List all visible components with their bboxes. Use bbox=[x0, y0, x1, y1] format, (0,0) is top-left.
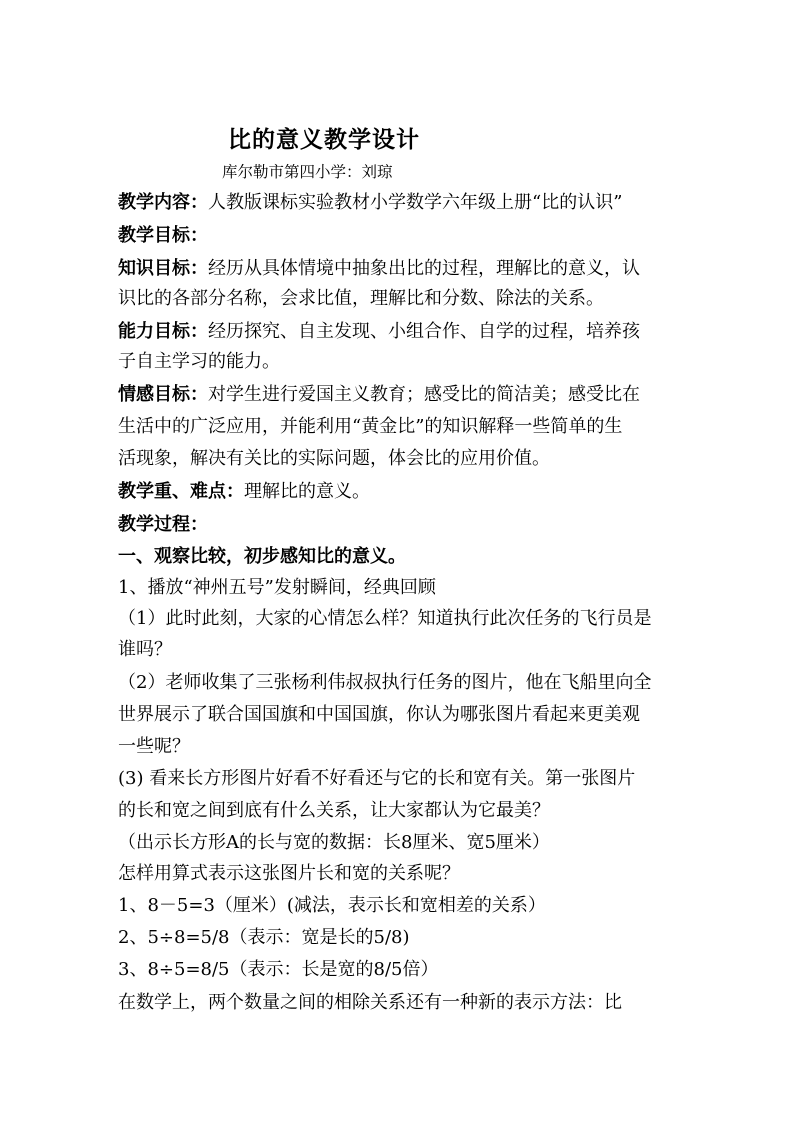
q3-line2: 的长和宽之间到底有什么关系，让大家都认为它最美？ bbox=[118, 800, 550, 821]
knowledge-goal-line1 bbox=[118, 257, 640, 281]
last-line: 在数学上，两个数量之间的相除关系还有一种新的表示方法：比 bbox=[118, 992, 622, 1013]
emotion-goal-label: 情感目标： bbox=[118, 384, 208, 405]
teaching-content-text: 人教版课标实验教材小学数学六年级上册“比的认识” bbox=[208, 192, 623, 213]
knowledge-goal-label: 知识目标： bbox=[118, 258, 208, 279]
equation-1: 1、8－5=3（厘米）(减法，表示长和宽相差的关系） bbox=[118, 895, 546, 916]
emotion-goal-line3: 活现象，解决有关比的实际问题，体会比的应用价值。 bbox=[118, 448, 550, 469]
process-heading: 教学过程： bbox=[118, 514, 208, 535]
equation-3: 3、8÷5=8/5（表示：长是宽的8/5倍） bbox=[118, 959, 439, 980]
ability-goal-label: 能力目标： bbox=[118, 321, 208, 342]
ability-goal-line1 bbox=[118, 320, 640, 344]
q2-line1: （2）老师收集了三张杨利伟叔叔执行任务的图片，他在飞船里向全 bbox=[118, 672, 652, 693]
q2-line3: 一些呢？ bbox=[118, 736, 190, 757]
emotion-goal-text1: 对学生进行爱国主义教育；感受比的简洁美；感受比在 bbox=[208, 384, 640, 405]
q1-line1: （1）此时此刻，大家的心情怎么样？知道执行此次任务的飞行员是 bbox=[118, 608, 652, 629]
emotion-goal-line1 bbox=[118, 383, 640, 407]
knowledge-goal-line2: 识比的各部分名称，会求比值，理解比和分数、除法的关系。 bbox=[118, 288, 604, 309]
key-points-text: 理解比的意义。 bbox=[244, 481, 370, 502]
q3-line1: (3) 看来长方形图片好看不好看还与它的长和宽有关。第一张图片 bbox=[118, 768, 636, 789]
teaching-content bbox=[118, 191, 622, 215]
key-points bbox=[118, 480, 370, 504]
show-data: （出示长方形A的长与宽的数据：长8厘米、宽5厘米） bbox=[118, 832, 550, 853]
teaching-goals-heading: 教学目标： bbox=[118, 225, 208, 246]
teaching-content-label: 教学内容： bbox=[118, 192, 208, 213]
knowledge-goal-text1: 经历从具体情境中抽象出比的过程，理解比的意义，认 bbox=[208, 258, 640, 279]
ability-goal-line2: 子自主学习的能力。 bbox=[118, 351, 280, 372]
q1-line2: 谁吗？ bbox=[118, 639, 172, 660]
how-express: 怎样用算式表示这张图片长和宽的关系呢？ bbox=[118, 863, 460, 884]
equation-2: 2、5÷8=5/8（表示：宽是长的5/8) bbox=[118, 927, 410, 948]
item1: 1、播放“神州五号”发射瞬间，经典回顾 bbox=[118, 577, 436, 598]
q2-line2: 世界展示了联合国国旗和中国国旗，你认为哪张图片看起来更美观 bbox=[118, 704, 640, 725]
section1-heading: 一、观察比较，初步感知比的意义。 bbox=[118, 546, 406, 567]
key-points-label: 教学重、难点： bbox=[118, 481, 244, 502]
page-title: 比的意义教学设计 bbox=[228, 126, 420, 153]
ability-goal-text1: 经历探究、自主发现、小组合作、自学的过程，培养孩 bbox=[208, 321, 640, 342]
author-line: 库尔勒市第四小学：刘琼 bbox=[222, 163, 393, 181]
emotion-goal-line2: 生活中的广泛应用，并能利用“黄金比”的知识解释一些简单的生 bbox=[118, 416, 623, 437]
